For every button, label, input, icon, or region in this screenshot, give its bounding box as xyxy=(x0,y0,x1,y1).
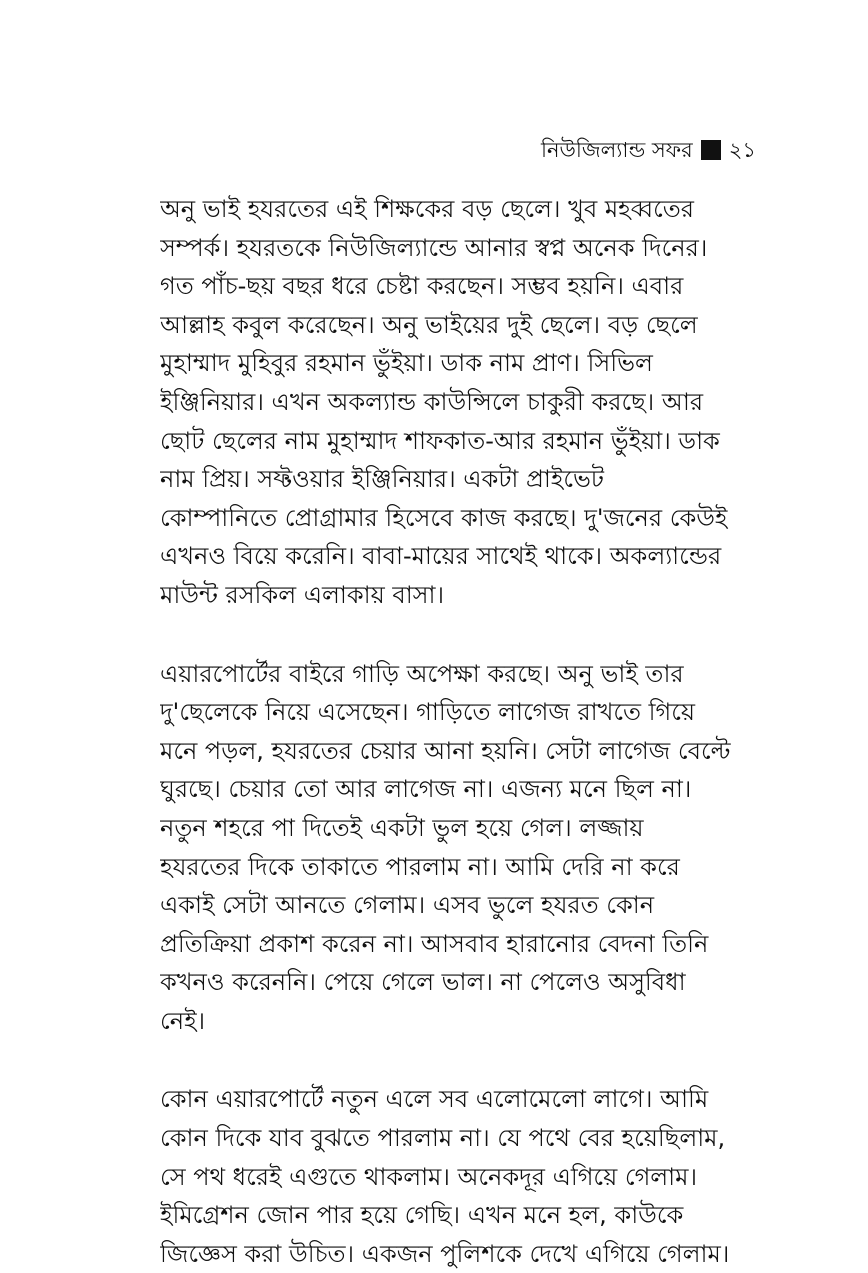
text-line: কোন দিকে যাব বুঝতে পারলাম না। যে পথে বের হয়েছিলাম, xyxy=(160,1124,726,1153)
text-line: জিজ্ঞেস করা উচিত। একজন পুলিশকে দেখে এগিয়ে গেলাম। xyxy=(160,1239,730,1268)
text-line: এয়ারপোর্টের বাইরে গাড়ি অপেক্ষা করছে। অনু ভাই তার xyxy=(160,659,684,688)
text-line: সে পথ ধরেই এগুতে থাকলাম। অনেকদূর এগিয়ে গেলাম। xyxy=(160,1162,698,1191)
text-line: ছোট ছেলের নাম মুহাম্মাদ শাফকাত-আর রহমান ভুঁইয়া। ডাক xyxy=(160,426,720,455)
paragraph xyxy=(160,190,756,615)
text-line: গত পাঁচ-ছয় বছর ধরে চেষ্টা করছেন। সম্ভব হয়নি। এবার xyxy=(160,272,684,301)
paragraph xyxy=(160,1080,756,1273)
text-line: নেই। xyxy=(160,1006,206,1035)
text-line: ইমিগ্রেশন জোন পার হয়ে গেছি। এখন মনে হল, কাউকে xyxy=(160,1201,684,1230)
text-line: আল্লাহ কবুল করেছেন। অনু ভাইয়ের দুই ছেলে। বড় ছেলে xyxy=(160,310,698,339)
text-line: হযরতের দিকে তাকাতে পারলাম না। আমি দেরি না করে xyxy=(160,852,680,881)
paragraph xyxy=(160,655,756,1041)
text-line: ঘুরছে। চেয়ার তো আর লাগেজ না। এজন্য মনে ছিল না। xyxy=(160,775,692,804)
square-mark-icon xyxy=(701,140,721,160)
text-line: কোন এয়ারপোর্টে নতুন এলে সব এলোমেলো লাগে। আমি xyxy=(160,1085,709,1114)
text-line: দু'ছেলেকে নিয়ে এসেছেন। গাড়িতে লাগেজ রাখতে গিয়ে xyxy=(160,698,696,727)
text-line: অনু ভাই হযরতের এই শিক্ষকের বড় ছেলে। খুব মহব্বতের xyxy=(160,195,694,223)
text-line: কখনও করেননি। পেয়ে গেলে ভাল। না পেলেও অসুবিধা xyxy=(160,968,686,997)
text-line: সম্পর্ক। হযরতকে নিউজিল্যান্ডে আনার স্বপ্ন অনেক দিনের। xyxy=(160,233,708,262)
text-line: মাউন্ট রসকিল এলাকায় বাসা। xyxy=(160,580,445,609)
text-line: মুহাম্মাদ মুহিবুর রহমান ভুঁইয়া। ডাক নাম প্রাণ। সিভিল xyxy=(160,349,653,378)
text-line: ইঞ্জিনিয়ার। এখন অকল্যান্ড কাউন্সিলে চাকুরী করছে। আর xyxy=(160,387,704,416)
body-text xyxy=(160,190,756,1273)
text-line: প্রতিক্রিয়া প্রকাশ করেন না। আসবাব হারানোর বেদনা তিনি xyxy=(160,929,709,958)
running-title: নিউজিল্যান্ড সফর xyxy=(540,138,693,162)
running-header xyxy=(541,136,756,164)
page-number: ২১ xyxy=(728,138,756,162)
text-line: মনে পড়ল, হযরতের চেয়ার আনা হয়নি। সেটা লাগেজ বেল্টে xyxy=(160,736,731,765)
text-line: একাই সেটা আনতে গেলাম। এসব ভুলে হযরত কোন xyxy=(160,891,655,920)
text-line: নতুন শহরে পা দিতেই একটা ভুল হয়ে গেল। লজ্জায় xyxy=(160,813,644,842)
text-line: এখনও বিয়ে করেনি। বাবা-মায়ের সাথেই থাকে। অকল্যান্ডের xyxy=(160,542,722,571)
text-line: কোম্পানিতে প্রোগ্রামার হিসেবে কাজ করছে। দু'জনের কেউই xyxy=(160,503,728,532)
text-line: নাম প্রিয়। সফ্টওয়ার ইঞ্জিনিয়ার। একটা প্রাইভেট xyxy=(160,465,604,494)
